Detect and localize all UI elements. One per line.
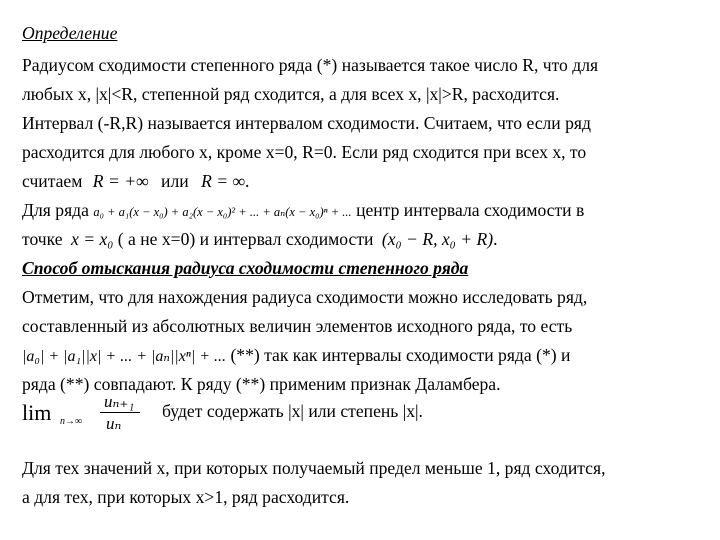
formula-power-series: a₀ + a₁(x − x₀) + a₂(x − x₀)² + ... + aₙ(x − x₀)ⁿ + ... [93, 205, 352, 219]
formula-x-eq-x0: x = x₀ [70, 229, 114, 249]
series-line-2 [22, 228, 497, 250]
text-center-interval: центр интервала сходимости в [356, 200, 585, 220]
text-intervals-match: (**) так как интервалы сходимости ряда (*) и [230, 345, 571, 365]
definition-line-1: Радиусом сходимости степенного ряда (*) называется такое число R, что для [22, 55, 599, 75]
dalembert-limit-formula [22, 392, 162, 442]
definition-line-2: любых x, |x|<R, степенной ряд сходится, а для всех x, |x|>R, расходится. [22, 84, 560, 104]
fraction-numerator: uₙ₊₁ [104, 392, 135, 411]
definition-line-3: Интервал (-R,R) называется интервалом сходимости. Считаем, что если ряд [22, 113, 591, 133]
period: . [245, 171, 250, 191]
conclusion-line-1: Для тех значений x, при которых получаемый предел меньше 1, ряд сходится, [22, 458, 606, 478]
lim-symbol: lim [22, 400, 52, 425]
definition-line-4: расходится для любого x, кроме x=0, R=0. Если ряд сходится при всех x, то [22, 142, 587, 162]
method-line-3 [22, 344, 570, 368]
fraction-bar [100, 412, 140, 413]
conclusion-line-2: а для тех, при которых x>1, ряд расходится. [22, 487, 350, 507]
method-line-5: будет содержать |x| или степень |x|. [162, 401, 423, 421]
formula-r-plus-infinity: R = +∞ [92, 171, 149, 191]
series-line-1 [22, 199, 584, 223]
method-heading: Способ отыскания радиуса сходимости степенного ряда [22, 258, 469, 278]
method-line-4: ряда (**) совпадают. К ряду (**) применим признак Даламбера. [22, 374, 501, 394]
fraction-denominator: uₙ [106, 414, 122, 433]
method-line-1: Отметим, что для нахождения радиуса сходимости можно исследовать ряд, [22, 287, 588, 307]
definition-heading: Определение [22, 23, 118, 43]
definition-line-5 [22, 170, 249, 192]
formula-interval: (x₀ − R, x₀ + R) [381, 229, 494, 249]
text-dlya-ryada: Для ряда [22, 200, 89, 220]
formula-abs-series: |a₀| + |a₁||x| + ... + |aₙ||xⁿ| + ... [22, 348, 227, 365]
text-tochke: точке [22, 229, 63, 249]
method-line-2: составленный из абсолютных величин элементов исходного ряда, то есть [22, 316, 573, 336]
text-not-zero: ( а не x=0) и интервал сходимости [117, 229, 374, 249]
period: . [493, 229, 498, 249]
text-schitaem: считаем [22, 171, 83, 191]
lim-subscript: n→∞ [60, 416, 83, 427]
formula-r-infinity: R = ∞ [201, 171, 246, 191]
text-ili: или [161, 171, 189, 191]
